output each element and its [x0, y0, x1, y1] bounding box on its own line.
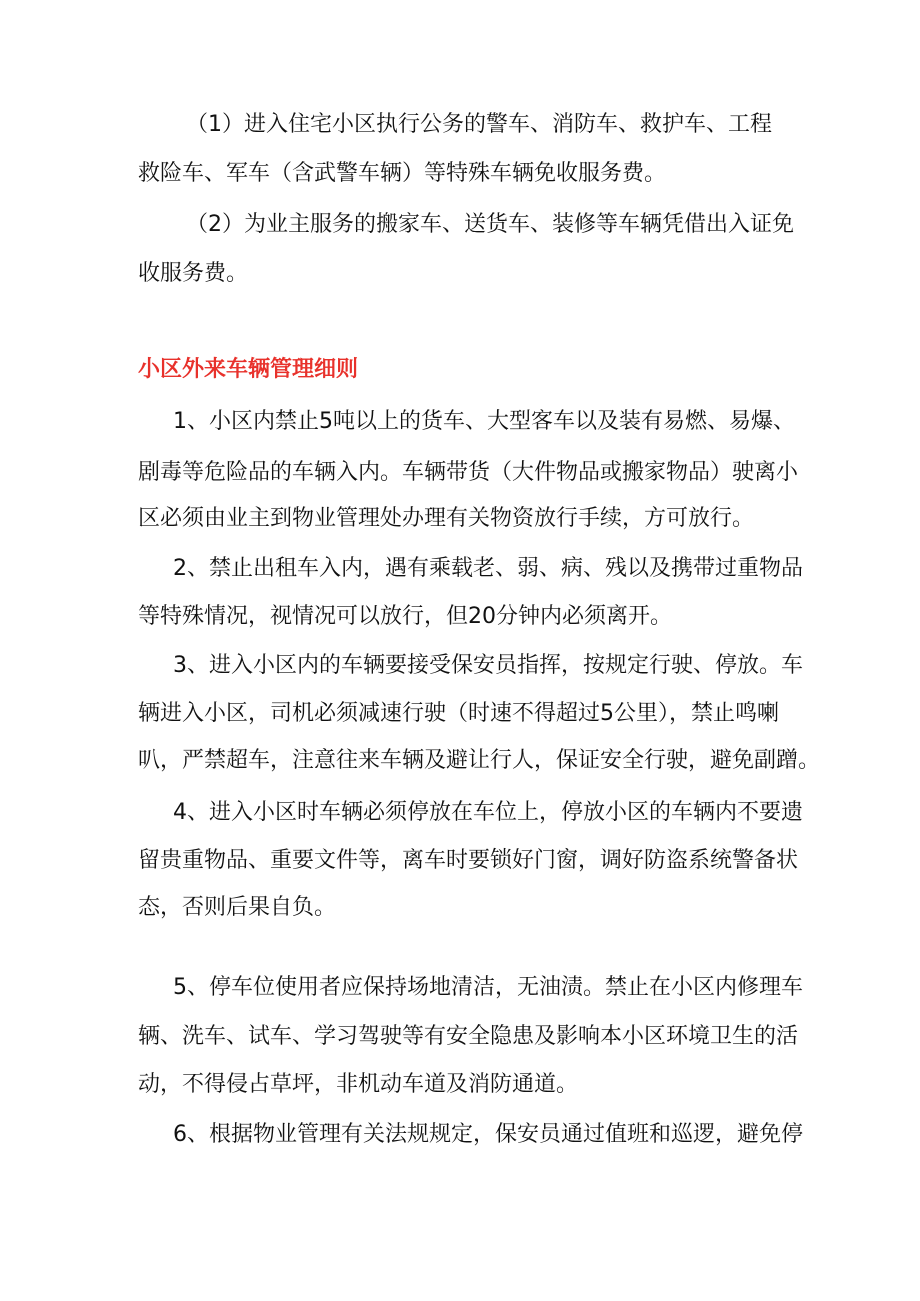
rule-3-line-2: 辆进入小区，司机必须减速行驶（时速不得超过5公里），禁止鸣喇: [138, 701, 779, 726]
rule-1-line-3: 区必须由业主到物业管理处办理有关物资放行手续，方可放行。: [138, 506, 755, 531]
section-heading: 小区外来车辆管理细则: [138, 357, 359, 382]
rule-5-line-3: 动，不得侵占草坪，非机动车道及消防通道。: [138, 1072, 579, 1097]
paragraph-2-line-1: （2）为业主服务的搬家车、送货车、装修等车辆凭借出入证免: [186, 212, 794, 237]
rule-1-line-2: 剧毒等危险品的车辆入内。车辆带货（大件物品或搬家物品）驶离小: [138, 460, 799, 485]
rule-5-line-2: 辆、洗车、试车、学习驾驶等有安全隐患及影响本小区环境卫生的活: [138, 1024, 799, 1049]
rule-3-line-1: 3、进入小区内的车辆要接受保安员指挥，按规定行驶、停放。车: [173, 653, 803, 678]
rule-2-line-2: 等特殊情况，视情况可以放行，但20分钟内必须离开。: [138, 604, 672, 629]
rule-6-line-1: 6、根据物业管理有关法规规定，保安员通过值班和巡逻，避免停: [173, 1122, 803, 1147]
paragraph-1-line-1: （1）进入住宅小区执行公务的警车、消防车、救护车、工程: [186, 112, 772, 137]
paragraph-2-line-2: 收服务费。: [138, 261, 249, 286]
rule-3-line-3: 叭，严禁超车，注意往来车辆及避让行人，保证安全行驶，避免副蹭。: [138, 748, 821, 773]
paragraph-1-line-2: 救险车、军车（含武警车辆）等特殊车辆免收服务费。: [138, 161, 667, 186]
rule-5-line-1: 5、停车位使用者应保持场地清洁，无油渍。禁止在小区内修理车: [173, 975, 803, 1000]
rule-4-line-1: 4、进入小区时车辆必须停放在车位上，停放小区的车辆内不要遗: [173, 800, 803, 825]
rule-4-line-2: 留贵重物品、重要文件等，离车时要锁好门窗，调好防盗系统警备状: [138, 848, 799, 873]
rule-2-line-1: 2、禁止出租车入内，遇有乘载老、弱、病、残以及携带过重物品: [173, 556, 803, 581]
rule-1-line-1: 1、小区内禁止5吨以上的货车、大型客车以及装有易燃、易爆、: [173, 409, 795, 434]
rule-4-line-3: 态，否则后果自负。: [138, 895, 337, 920]
